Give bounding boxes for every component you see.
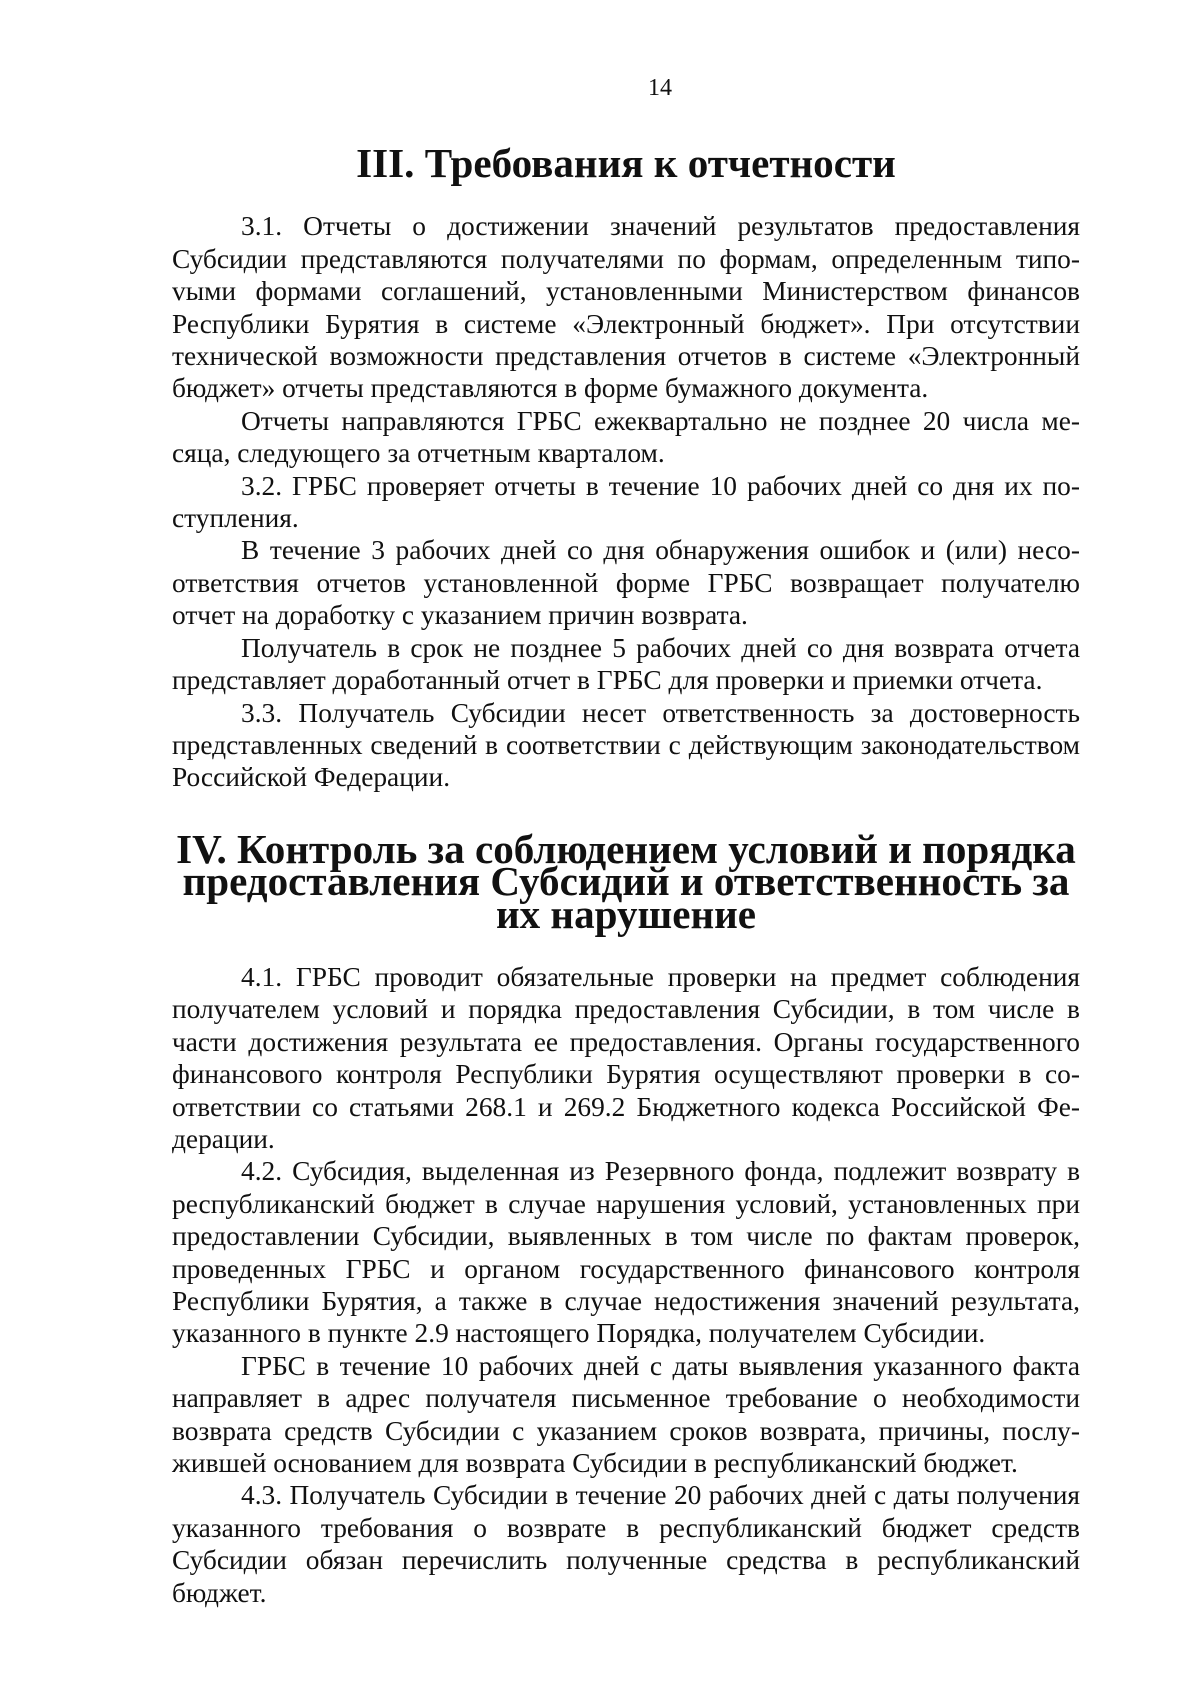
paragraph-4-3: 4.3. Получатель Субсидии в течение 20 рабочих дней с даты получения указанного требования о возврате в республиканский бюджет средств Субсидии обязан перечислить полученные средства в республиканский бюджет. — [172, 1480, 1080, 1608]
document-body — [172, 130, 1080, 1609]
paragraph-3-2: 3.2. ГРБС проверяет отчеты в течение 10 рабочих дней со дня их поступления. — [172, 470, 1080, 534]
paragraph-3-1: 3.1. Отчеты о достижении значений результатов предоставления Субсидии представляются получателями по формам, определенным типоvыми формами соглашений, установленными Министерством финансов Республики Бурятия в системе «Электронный бюджет». При отсутствии технической возможности представления отчетов в системе «Электронный бюджет» отчеты представляются в форме бумажного документа. — [172, 211, 1080, 404]
paragraph-4-2: 4.2. Субсидия, выделенная из Резервного фонда, подлежит возврату в республиканский бюджет в случае нарушения условий, установленных при предоставлении Субсидии, выявленных в том числе по фактам проверок, проведенных ГРБС и органом государственного финансового контроля Республики Бурятия, а также в случае недостижения значений результата, указанного в пункте 2.9 настоящего Порядка, получателем Субсидии. — [172, 1156, 1080, 1349]
section-3-title: III. Требования к отчетности — [356, 140, 896, 186]
section-4-title — [172, 825, 1080, 937]
paragraph-3-2-resubmit: Получатель в срок не позднее 5 рабочих дней со дня возврата отчета представляет доработанный отчет в ГРБС для проверки и приемки отчета. — [172, 632, 1080, 696]
section-4-title-line-2: предоставления Субсидий и ответственность за их нарушение — [182, 858, 1070, 937]
paragraph-3-2-errors: В течение 3 рабочих дней со дня обнаружения ошибок и (или) несоответствия отчетов установленной форме ГРБС возвращает получателю отчет на доработку с указанием причин возврата. — [172, 535, 1080, 631]
page-number: 14 — [648, 75, 672, 101]
paragraph-3-3: 3.3. Получатель Субсидии несет ответственность за достоверность представленных сведений в соответствии с действующим законодательством Российской Федерации. — [172, 697, 1080, 793]
section-4-title-line-1: IV. Контроль за соблюдением условий и порядка — [176, 825, 1076, 872]
paragraph-3-1-deadline: Отчеты направляются ГРБС ежеквартально не позднее 20 числа месяца, следующего за отчетным кварталом. — [172, 405, 1080, 469]
section-3-body — [172, 210, 1080, 793]
section-4-body — [172, 961, 1080, 1609]
paragraph-4-1: 4.1. ГРБС проводит обязательные проверки на предмет соблюдения получателем условий и порядка предоставления Субсидии, в том числе в части достижения результата ее предоставления. Органы государственного финансового контроля Республики Бурятия осуществляют проверки в соответствии со статьями 268.1 и 269.2 Бюджетного кодекса Российской Федерации. — [172, 961, 1080, 1154]
paragraph-4-2-demand: ГРБС в течение 10 рабочих дней с даты выявления указанного факта направляет в адрес получателя письменное требование о необходимости возврата средств Субсидии с указанием сроков возврата, причины, послужившей основанием для возврата Субсидии в республиканский бюджет. — [172, 1350, 1080, 1479]
